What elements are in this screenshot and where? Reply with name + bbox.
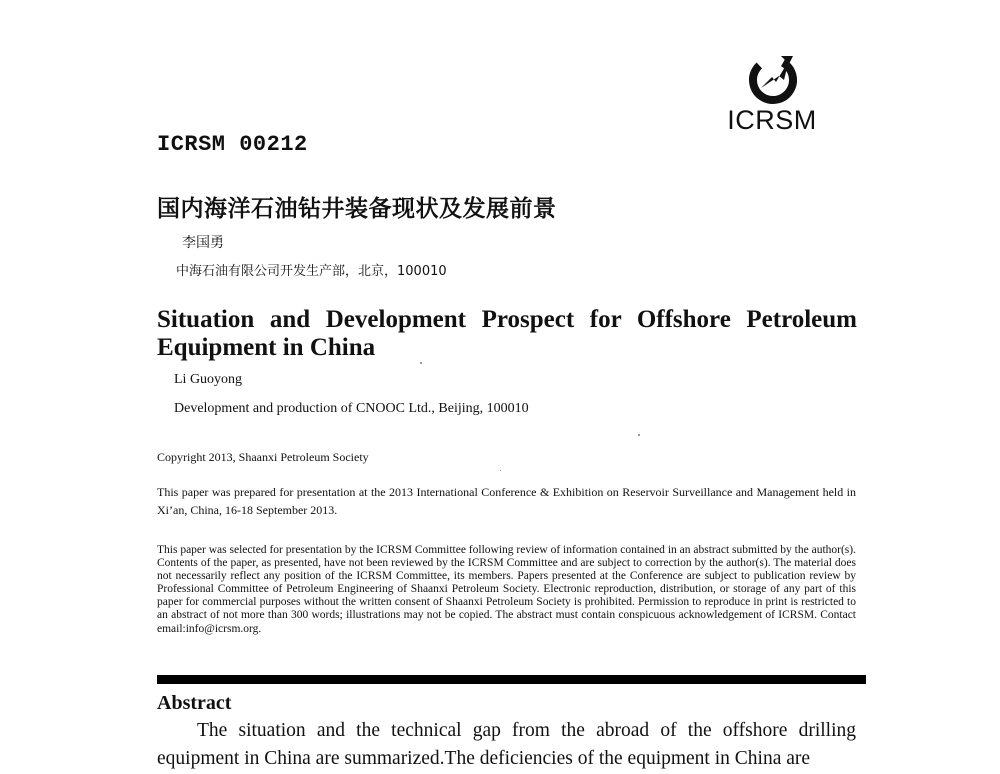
english-affiliation: Development and production of CNOOC Ltd., Beijing, 100010 bbox=[174, 401, 529, 416]
logo-text: ICRSM bbox=[727, 105, 817, 135]
preparation-note: This paper was prepared for presentation at the 2013 International Conference & Exhibition on Reservoir Surveillance and Management held in Xi’an, China, 16-18 September 2013. bbox=[157, 485, 856, 517]
paper-id: ICRSM 00212 bbox=[157, 132, 308, 157]
section-divider bbox=[157, 675, 866, 684]
scan-speck bbox=[638, 434, 640, 436]
copyright-notice: Copyright 2013, Shaanxi Petroleum Society bbox=[157, 450, 369, 464]
abstract-body: The situation and the technical gap from the abroad of the offshore drilling equipment in China are summarized.The deficiencies of the equipment in China are bbox=[157, 720, 856, 769]
chinese-title: 国内海洋石油钻井装备现状及发展前景 bbox=[157, 196, 557, 222]
english-author: Li Guoyong bbox=[174, 372, 243, 387]
english-title: Situation and Development Prospect for Offshore Petroleum Equipment in China bbox=[157, 306, 857, 361]
chinese-affiliation: 中海石油有限公司开发生产部，北京，100010 bbox=[176, 264, 447, 279]
scan-speck bbox=[420, 362, 422, 364]
disclaimer-paragraph: This paper was selected for presentation by the ICRSM Committee following review of information contained in an abstract submitted by the author(s). Contents of the paper, as presented, have not been reviewed by the ICRSM Committee and are subject to correction by the author(s). The material does not necessarily reflect any position of the ICRSM Committee, its members. Papers presented at the Conference are subject to publication review by Professional Committee of Petroleum Engineering of Shaanxi Petroleum Society. Electronic reproduction, distribution, or storage of any part of this paper for commercial purposes without the written consent of Shaanxi Petroleum Society is prohibited. Permission to reproduce in print is restricted to an abstract of not more than 300 words; illustrations may not be copied. The abstract must contain conspicuous acknowledgement of ICRSM. Contact email:info@icrsm.org. bbox=[157, 544, 856, 635]
abstract-heading: Abstract bbox=[157, 692, 232, 714]
scan-speck bbox=[500, 470, 501, 471]
chinese-author: 李国勇 bbox=[182, 235, 224, 251]
icrsm-logo-icon bbox=[741, 50, 805, 106]
